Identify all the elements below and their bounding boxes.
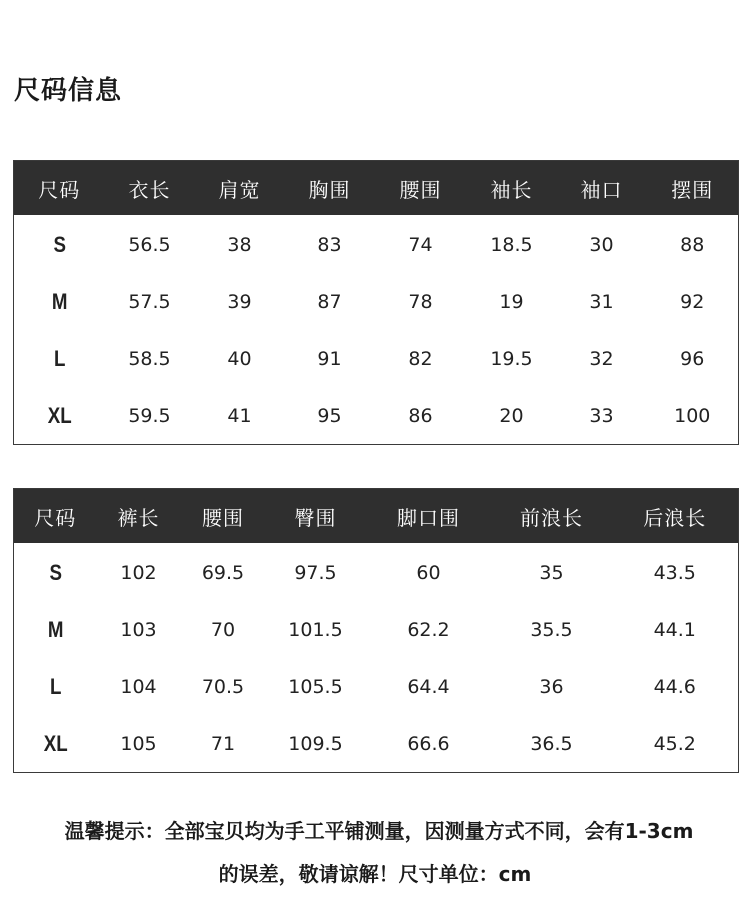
table-cell: 43.5 — [653, 561, 696, 584]
table-cell: 74 — [408, 233, 433, 256]
header-cell: 摆围 — [671, 177, 714, 202]
size-label: M — [47, 616, 63, 642]
table-row — [14, 330, 739, 387]
header-cell: 衣长 — [128, 177, 171, 202]
table-row — [14, 543, 739, 601]
size-label: M — [51, 288, 67, 314]
table-cell: 31 — [589, 290, 614, 313]
table-cell: 32 — [589, 347, 614, 370]
table-cell: 38 — [227, 233, 252, 256]
measurement-note-line2: 的误差，敬请谅解！尺寸单位：cm — [218, 862, 532, 886]
header-cell: 肩宽 — [218, 177, 261, 202]
header-cell: 胸围 — [308, 177, 351, 202]
size-label: S — [52, 231, 66, 257]
size-label: L — [49, 673, 61, 699]
table-cell: 36.5 — [530, 732, 573, 755]
header-cell: 裤长 — [117, 505, 160, 530]
header-cell: 腰围 — [399, 177, 442, 202]
size-label: S — [48, 559, 62, 585]
table-cell: 30 — [589, 233, 614, 256]
size-label: XL — [47, 402, 72, 428]
table-row — [14, 387, 739, 445]
top-size-table — [13, 160, 739, 445]
table-cell: 62.2 — [407, 618, 450, 641]
table-cell: 69.5 — [201, 561, 245, 584]
size-label: L — [53, 345, 65, 371]
table-cell: 101.5 — [288, 618, 343, 641]
table-header-row — [14, 489, 739, 544]
table-cell: 36 — [539, 675, 564, 698]
table-row — [14, 215, 739, 273]
header-cell: 脚口围 — [397, 505, 460, 530]
table-cell: 58.5 — [128, 347, 171, 370]
table-cell: 19.5 — [490, 347, 533, 370]
table-cell: 57.5 — [128, 290, 171, 313]
header-cell: 后浪长 — [643, 505, 707, 530]
table-cell: 19 — [499, 290, 524, 313]
table-cell: 70.5 — [201, 675, 245, 698]
table-cell: 40 — [227, 347, 252, 370]
table-cell: 91 — [317, 347, 342, 370]
table-cell: 18.5 — [490, 233, 533, 256]
table-cell: 78 — [408, 290, 433, 313]
table-cell: 97.5 — [294, 561, 337, 584]
table-row — [14, 658, 739, 715]
header-cell: 尺码 — [34, 505, 77, 530]
table-cell: 104 — [120, 675, 157, 698]
table-cell: 71 — [210, 732, 236, 755]
table-cell: 35.5 — [530, 618, 573, 641]
header-cell: 尺码 — [38, 177, 81, 202]
table-row — [14, 601, 739, 658]
table-cell: 88 — [680, 233, 705, 256]
table-cell: 70 — [210, 618, 236, 641]
header-cell: 前浪长 — [520, 505, 583, 530]
table-row — [14, 273, 739, 330]
table-cell: 105 — [120, 732, 157, 755]
header-cell: 袖口 — [580, 177, 623, 202]
size-label: XL — [43, 730, 68, 756]
table-cell: 39 — [227, 290, 252, 313]
table-cell: 66.6 — [407, 732, 450, 755]
table-cell: 45.2 — [653, 732, 696, 755]
measurement-note-line1: 温馨提示：全部宝贝均为手工平铺测量，因测量方式不同，会有1-3cm — [64, 819, 694, 843]
table-cell: 102 — [120, 561, 157, 584]
header-cell: 腰围 — [202, 505, 244, 530]
table-cell: 103 — [120, 618, 157, 641]
table-cell: 96 — [680, 347, 705, 370]
table-cell: 95 — [317, 404, 342, 427]
table-cell: 60 — [416, 561, 441, 584]
table-cell: 82 — [408, 347, 433, 370]
bottom-size-table — [13, 488, 739, 773]
table-cell: 44.6 — [653, 675, 696, 698]
table-cell: 44.1 — [653, 618, 696, 641]
header-cell: 袖长 — [490, 177, 533, 202]
table-cell: 87 — [317, 290, 342, 313]
table-cell: 109.5 — [288, 732, 343, 755]
table-cell: 92 — [680, 290, 705, 313]
table-cell: 33 — [589, 404, 614, 427]
table-header-row — [14, 161, 739, 216]
table-cell: 64.4 — [407, 675, 450, 698]
header-cell: 臀围 — [294, 505, 337, 530]
table-cell: 100 — [674, 404, 711, 427]
table-cell: 83 — [317, 233, 342, 256]
table-cell: 35 — [539, 561, 564, 584]
page-title: 尺码信息 — [14, 76, 123, 106]
table-cell: 105.5 — [288, 675, 343, 698]
table-cell: 59.5 — [128, 404, 171, 427]
table-cell: 86 — [408, 404, 433, 427]
table-cell: 20 — [499, 404, 524, 427]
table-row — [14, 715, 739, 773]
table-cell: 56.5 — [128, 233, 171, 256]
table-cell: 41 — [227, 404, 252, 427]
